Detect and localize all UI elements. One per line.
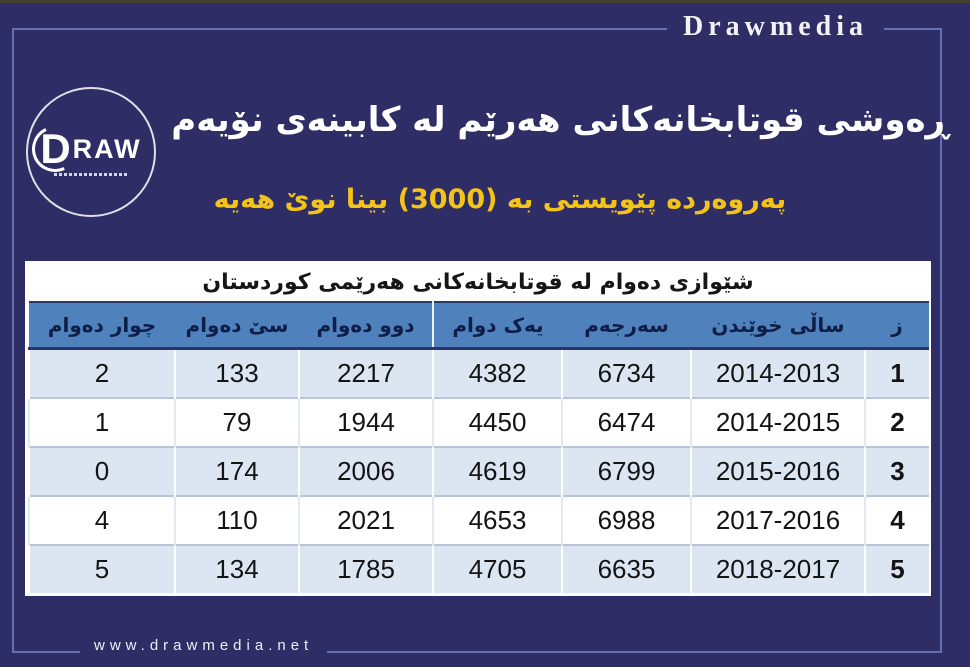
cell-total: 6734	[562, 349, 691, 399]
logo-text-row	[40, 125, 142, 172]
cell-year: 2018-2017	[691, 545, 865, 593]
table-row	[29, 447, 929, 496]
cell-three-shift: 110	[175, 496, 299, 545]
cell-three-shift: 174	[175, 447, 299, 496]
cell-four-shift: 1	[29, 398, 175, 447]
table-row	[29, 545, 929, 593]
cell-four-shift: 5	[29, 545, 175, 593]
cell-four-shift: 0	[29, 447, 175, 496]
cell-one-shift: 4653	[433, 496, 562, 545]
table-title: شێوازی دەوام لە قوتابخانەکانی هەرێمی کوردستان	[28, 264, 928, 301]
col-header-one-shift: یەک دوام	[433, 302, 562, 349]
cell-no: 4	[865, 496, 929, 545]
cell-one-shift: 4382	[433, 349, 562, 399]
attendance-table	[28, 301, 929, 593]
brand-wordmark: Drawmedia	[667, 11, 884, 43]
table-row	[29, 398, 929, 447]
col-header-four-shift: چوار دەوام	[29, 302, 175, 349]
cell-no: 2	[865, 398, 929, 447]
cell-three-shift: 133	[175, 349, 299, 399]
cell-year: 2017-2016	[691, 496, 865, 545]
col-header-three-shift: سێ دەوام	[175, 302, 299, 349]
cell-total: 6474	[562, 398, 691, 447]
cell-year: 2014-2015	[691, 398, 865, 447]
page-title: ڕەوشی قوتابخانەکانی هەرێم لە کابینەی نۆیەم	[171, 100, 949, 140]
cell-no: 3	[865, 447, 929, 496]
logo-tagline	[54, 173, 128, 176]
col-header-total: سەرجەم	[562, 302, 691, 349]
cell-four-shift: 4	[29, 496, 175, 545]
cell-two-shift: 2006	[299, 447, 433, 496]
data-table-panel	[25, 261, 931, 596]
table-row	[29, 349, 929, 399]
cell-two-shift: 2217	[299, 349, 433, 399]
cell-one-shift: 4619	[433, 447, 562, 496]
logo-raw-text: RAW	[72, 133, 142, 164]
cell-no: 1	[865, 349, 929, 399]
cell-year: 2015-2016	[691, 447, 865, 496]
cell-two-shift: 2021	[299, 496, 433, 545]
cell-one-shift: 4450	[433, 398, 562, 447]
cell-three-shift: 79	[175, 398, 299, 447]
col-header-year: ساڵی خوێندن	[691, 302, 865, 349]
cell-four-shift: 2	[29, 349, 175, 399]
cell-two-shift: 1944	[299, 398, 433, 447]
col-header-no: ز	[865, 302, 929, 349]
cell-no: 5	[865, 545, 929, 593]
website-url: www.drawmedia.net	[80, 637, 327, 654]
cell-total: 6799	[562, 447, 691, 496]
cell-two-shift: 1785	[299, 545, 433, 593]
cell-total: 6988	[562, 496, 691, 545]
cell-total: 6635	[562, 545, 691, 593]
page-subtitle: پەروەردە پێویستی بە (3000) بینا نوێ هەیە	[213, 184, 787, 215]
logo-d-icon: D	[40, 125, 71, 172]
cell-year: 2014-2013	[691, 349, 865, 399]
table-row	[29, 496, 929, 545]
cell-one-shift: 4705	[433, 545, 562, 593]
col-header-two-shift: دوو دەوام	[299, 302, 433, 349]
cell-three-shift: 134	[175, 545, 299, 593]
table-header-row	[29, 302, 929, 349]
